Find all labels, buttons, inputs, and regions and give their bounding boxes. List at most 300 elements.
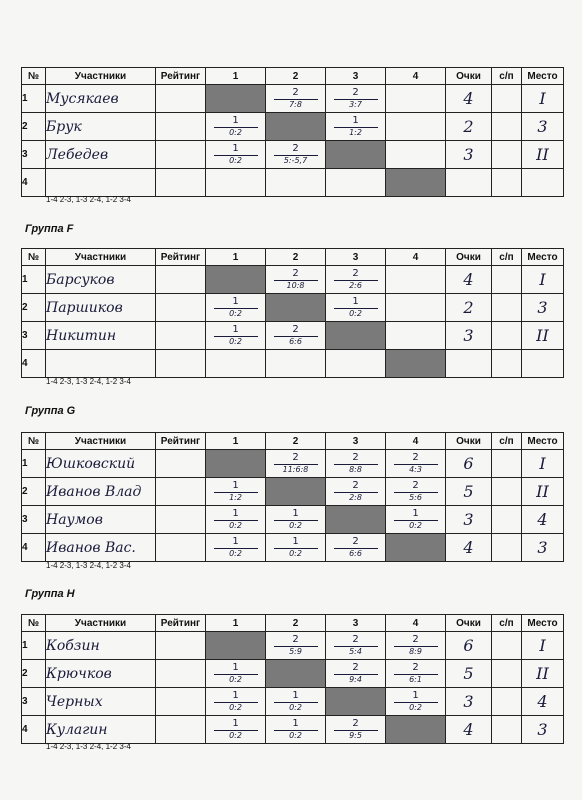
header-col-1: 1 bbox=[206, 433, 266, 450]
sp-cell bbox=[492, 141, 522, 169]
header-rating: Рейтинг bbox=[156, 615, 206, 632]
match-points: 2 bbox=[292, 452, 299, 463]
sp-cell bbox=[492, 632, 522, 660]
points-cell: 6 bbox=[446, 450, 492, 478]
table-row bbox=[22, 450, 564, 478]
match-result-cell bbox=[386, 85, 446, 113]
group-section-2 bbox=[21, 248, 563, 378]
points-cell: 5 bbox=[446, 660, 492, 688]
table-row bbox=[22, 266, 564, 294]
row-number: 1 bbox=[22, 85, 46, 113]
match-result-cell bbox=[386, 478, 446, 506]
header-col-3: 3 bbox=[326, 68, 386, 85]
match-set-score: 0:2 bbox=[229, 521, 242, 530]
participant-name: Кобзин bbox=[46, 632, 156, 660]
rating-cell bbox=[156, 660, 206, 688]
rating-cell bbox=[156, 506, 206, 534]
table-row bbox=[22, 716, 564, 744]
header-num: № bbox=[22, 249, 46, 266]
match-points: 2 bbox=[352, 662, 359, 673]
header-participants: Участники bbox=[46, 615, 156, 632]
match-points: 1 bbox=[412, 690, 419, 701]
match-result-cell bbox=[386, 266, 446, 294]
match-result-cell bbox=[206, 113, 266, 141]
match-score bbox=[206, 509, 265, 530]
row-number: 3 bbox=[22, 688, 46, 716]
match-score bbox=[386, 481, 445, 502]
match-score bbox=[266, 325, 325, 346]
self-match-cell bbox=[266, 294, 326, 322]
place-cell bbox=[522, 350, 564, 378]
match-set-score: 8:9 bbox=[409, 647, 422, 656]
match-set-score: 11:6:8 bbox=[282, 465, 309, 474]
rating-cell bbox=[156, 478, 206, 506]
match-result-cell bbox=[266, 350, 326, 378]
match-points: 2 bbox=[352, 87, 359, 98]
match-result-cell bbox=[266, 266, 326, 294]
points-cell: 3 bbox=[446, 322, 492, 350]
match-result-cell bbox=[206, 478, 266, 506]
match-points: 2 bbox=[292, 143, 299, 154]
match-result-cell bbox=[326, 266, 386, 294]
header-place: Место bbox=[522, 68, 564, 85]
self-match-cell bbox=[266, 478, 326, 506]
rating-cell bbox=[156, 534, 206, 562]
header-sp: с/п bbox=[492, 249, 522, 266]
header-col-2: 2 bbox=[266, 615, 326, 632]
self-match-cell bbox=[386, 350, 446, 378]
match-score bbox=[266, 509, 325, 530]
match-score bbox=[326, 635, 385, 656]
participant-name: Крючков bbox=[46, 660, 156, 688]
row-number: 2 bbox=[22, 294, 46, 322]
header-place: Место bbox=[522, 433, 564, 450]
header-row bbox=[22, 433, 564, 450]
place-cell: 3 bbox=[522, 294, 564, 322]
rating-cell bbox=[156, 716, 206, 744]
match-result-cell bbox=[266, 506, 326, 534]
match-set-score: 0:2 bbox=[349, 309, 362, 318]
match-score bbox=[326, 663, 385, 684]
header-col-3: 3 bbox=[326, 615, 386, 632]
self-match-cell bbox=[206, 266, 266, 294]
match-score bbox=[266, 691, 325, 712]
schedule-note-3: 1-4 2-3, 1-3 2-4, 1-2 3-4 bbox=[46, 561, 131, 570]
match-points: 1 bbox=[232, 115, 239, 126]
header-num: № bbox=[22, 68, 46, 85]
header-rating: Рейтинг bbox=[156, 68, 206, 85]
sp-cell bbox=[492, 169, 522, 197]
match-points: 2 bbox=[352, 536, 359, 547]
table-row bbox=[22, 294, 564, 322]
header-points: Очки bbox=[446, 68, 492, 85]
participant-name: Кулагин bbox=[46, 716, 156, 744]
match-score bbox=[206, 719, 265, 740]
match-set-score: 0:2 bbox=[229, 337, 242, 346]
self-match-cell bbox=[326, 141, 386, 169]
match-points: 1 bbox=[352, 296, 359, 307]
match-result-cell bbox=[266, 141, 326, 169]
schedule-note-4: 1-4 2-3, 1-3 2-4, 1-2 3-4 bbox=[46, 742, 131, 751]
match-result-cell bbox=[326, 85, 386, 113]
self-match-cell bbox=[386, 169, 446, 197]
match-result-cell bbox=[386, 113, 446, 141]
header-col-4: 4 bbox=[386, 615, 446, 632]
match-points: 1 bbox=[232, 480, 239, 491]
header-participants: Участники bbox=[46, 433, 156, 450]
match-set-score: 0:2 bbox=[409, 521, 422, 530]
header-col-1: 1 bbox=[206, 615, 266, 632]
match-result-cell bbox=[266, 534, 326, 562]
group-title-h: Группа H bbox=[25, 588, 75, 600]
match-result-cell bbox=[326, 534, 386, 562]
points-cell: 5 bbox=[446, 478, 492, 506]
match-result-cell bbox=[266, 688, 326, 716]
match-points: 1 bbox=[232, 718, 239, 729]
sp-cell bbox=[492, 294, 522, 322]
match-points: 2 bbox=[352, 718, 359, 729]
points-cell: 4 bbox=[446, 266, 492, 294]
match-set-score: 0:2 bbox=[229, 128, 242, 137]
match-score bbox=[266, 453, 325, 474]
row-number: 1 bbox=[22, 450, 46, 478]
match-points: 2 bbox=[412, 634, 419, 645]
match-result-cell bbox=[326, 294, 386, 322]
self-match-cell bbox=[206, 85, 266, 113]
place-cell bbox=[522, 169, 564, 197]
match-result-cell bbox=[266, 632, 326, 660]
table-row bbox=[22, 506, 564, 534]
table-row bbox=[22, 85, 564, 113]
match-score bbox=[326, 116, 385, 137]
table-row bbox=[22, 113, 564, 141]
place-cell: I bbox=[522, 266, 564, 294]
participant-name: Барсуков bbox=[46, 266, 156, 294]
participant-name bbox=[46, 350, 156, 378]
match-score bbox=[326, 481, 385, 502]
participant-name: Иванов Вас. bbox=[46, 534, 156, 562]
match-points: 2 bbox=[292, 268, 299, 279]
match-score bbox=[206, 144, 265, 165]
match-result-cell bbox=[206, 141, 266, 169]
self-match-cell bbox=[266, 660, 326, 688]
match-score bbox=[386, 663, 445, 684]
place-cell: II bbox=[522, 478, 564, 506]
points-cell bbox=[446, 169, 492, 197]
participant-name: Мусякаев bbox=[46, 85, 156, 113]
match-score bbox=[206, 691, 265, 712]
match-points: 2 bbox=[352, 452, 359, 463]
match-score bbox=[326, 269, 385, 290]
match-points: 2 bbox=[412, 662, 419, 673]
match-set-score: 0:2 bbox=[289, 521, 302, 530]
match-points: 1 bbox=[292, 508, 299, 519]
group-title-g: Группа G bbox=[25, 405, 76, 417]
header-col-4: 4 bbox=[386, 68, 446, 85]
rating-cell bbox=[156, 322, 206, 350]
group-section-3 bbox=[21, 432, 563, 562]
rating-cell bbox=[156, 113, 206, 141]
match-set-score: 3:7 bbox=[349, 100, 362, 109]
sp-cell bbox=[492, 688, 522, 716]
match-result-cell bbox=[326, 716, 386, 744]
header-sp: с/п bbox=[492, 615, 522, 632]
header-place: Место bbox=[522, 249, 564, 266]
group-section-4 bbox=[21, 614, 563, 744]
points-cell: 2 bbox=[446, 113, 492, 141]
match-result-cell bbox=[206, 534, 266, 562]
match-result-cell bbox=[386, 688, 446, 716]
match-set-score: 0:2 bbox=[229, 156, 242, 165]
schedule-note-2: 1-4 2-3, 1-3 2-4, 1-2 3-4 bbox=[46, 377, 131, 386]
match-points: 1 bbox=[232, 536, 239, 547]
participant-name: Паршиков bbox=[46, 294, 156, 322]
match-result-cell bbox=[386, 660, 446, 688]
place-cell: I bbox=[522, 450, 564, 478]
self-match-cell bbox=[326, 322, 386, 350]
match-result-cell bbox=[266, 450, 326, 478]
participant-name: Брук bbox=[46, 113, 156, 141]
sp-cell bbox=[492, 534, 522, 562]
table-row bbox=[22, 322, 564, 350]
table-row bbox=[22, 660, 564, 688]
match-set-score: 1:2 bbox=[349, 128, 362, 137]
place-cell: 3 bbox=[522, 534, 564, 562]
match-result-cell bbox=[326, 169, 386, 197]
header-col-2: 2 bbox=[266, 433, 326, 450]
row-number: 3 bbox=[22, 141, 46, 169]
row-number: 3 bbox=[22, 322, 46, 350]
points-cell: 4 bbox=[446, 85, 492, 113]
match-result-cell bbox=[386, 322, 446, 350]
header-row bbox=[22, 68, 564, 85]
match-score bbox=[386, 453, 445, 474]
match-result-cell bbox=[266, 716, 326, 744]
match-points: 2 bbox=[352, 268, 359, 279]
match-points: 1 bbox=[232, 143, 239, 154]
match-points: 1 bbox=[232, 296, 239, 307]
header-col-2: 2 bbox=[266, 68, 326, 85]
participant-name: Юшковский bbox=[46, 450, 156, 478]
sp-cell bbox=[492, 478, 522, 506]
match-points: 1 bbox=[232, 324, 239, 335]
match-set-score: 0:2 bbox=[229, 703, 242, 712]
rating-cell bbox=[156, 266, 206, 294]
header-row bbox=[22, 615, 564, 632]
rating-cell bbox=[156, 169, 206, 197]
place-cell: 3 bbox=[522, 716, 564, 744]
row-number: 2 bbox=[22, 478, 46, 506]
match-points: 2 bbox=[352, 480, 359, 491]
table-row bbox=[22, 169, 564, 197]
match-result-cell bbox=[326, 450, 386, 478]
match-result-cell bbox=[266, 85, 326, 113]
table-row bbox=[22, 141, 564, 169]
self-match-cell bbox=[386, 534, 446, 562]
header-col-4: 4 bbox=[386, 433, 446, 450]
match-set-score: 5:6 bbox=[409, 493, 422, 502]
match-set-score: 9:5 bbox=[349, 731, 362, 740]
rating-cell bbox=[156, 85, 206, 113]
match-result-cell bbox=[206, 660, 266, 688]
group-table-4 bbox=[21, 614, 564, 744]
match-result-cell bbox=[266, 322, 326, 350]
points-cell bbox=[446, 350, 492, 378]
sp-cell bbox=[492, 322, 522, 350]
match-set-score: 1:2 bbox=[229, 493, 242, 502]
rating-cell bbox=[156, 450, 206, 478]
match-points: 1 bbox=[292, 718, 299, 729]
header-points: Очки bbox=[446, 615, 492, 632]
sp-cell bbox=[492, 660, 522, 688]
table-row bbox=[22, 534, 564, 562]
place-cell: 4 bbox=[522, 688, 564, 716]
self-match-cell bbox=[206, 632, 266, 660]
match-set-score: 6:6 bbox=[289, 337, 302, 346]
match-score bbox=[266, 88, 325, 109]
points-cell: 3 bbox=[446, 141, 492, 169]
match-set-score: 5:-5,7 bbox=[283, 156, 308, 165]
match-points: 2 bbox=[412, 452, 419, 463]
match-result-cell bbox=[206, 322, 266, 350]
table-row bbox=[22, 632, 564, 660]
match-set-score: 6:1 bbox=[409, 675, 422, 684]
row-number: 4 bbox=[22, 169, 46, 197]
table-row bbox=[22, 688, 564, 716]
rating-cell bbox=[156, 350, 206, 378]
self-match-cell bbox=[326, 688, 386, 716]
rating-cell bbox=[156, 141, 206, 169]
row-number: 1 bbox=[22, 266, 46, 294]
sp-cell bbox=[492, 85, 522, 113]
match-points: 1 bbox=[292, 690, 299, 701]
place-cell: II bbox=[522, 141, 564, 169]
match-set-score: 8:8 bbox=[349, 465, 362, 474]
match-set-score: 0:2 bbox=[289, 703, 302, 712]
match-set-score: 2:8 bbox=[349, 493, 362, 502]
header-points: Очки bbox=[446, 433, 492, 450]
rating-cell bbox=[156, 688, 206, 716]
group-title-f: Группа F bbox=[25, 223, 74, 235]
points-cell: 4 bbox=[446, 716, 492, 744]
header-num: № bbox=[22, 433, 46, 450]
match-score bbox=[386, 509, 445, 530]
match-set-score: 0:2 bbox=[229, 549, 242, 558]
place-cell: I bbox=[522, 632, 564, 660]
header-sp: с/п bbox=[492, 433, 522, 450]
match-result-cell bbox=[326, 350, 386, 378]
match-score bbox=[206, 297, 265, 318]
header-num: № bbox=[22, 615, 46, 632]
header-participants: Участники bbox=[46, 68, 156, 85]
schedule-note-1: 1-4 2-3, 1-3 2-4, 1-2 3-4 bbox=[46, 195, 131, 204]
match-result-cell bbox=[206, 169, 266, 197]
match-result-cell bbox=[326, 660, 386, 688]
header-col-2: 2 bbox=[266, 249, 326, 266]
participant-name: Никитин bbox=[46, 322, 156, 350]
header-col-1: 1 bbox=[206, 249, 266, 266]
header-row bbox=[22, 249, 564, 266]
self-match-cell bbox=[266, 113, 326, 141]
place-cell: II bbox=[522, 660, 564, 688]
match-points: 1 bbox=[412, 508, 419, 519]
match-result-cell bbox=[386, 506, 446, 534]
points-cell: 2 bbox=[446, 294, 492, 322]
header-sp: с/п bbox=[492, 68, 522, 85]
row-number: 4 bbox=[22, 534, 46, 562]
group-table-3 bbox=[21, 432, 564, 562]
match-score bbox=[326, 719, 385, 740]
match-score bbox=[206, 116, 265, 137]
match-result-cell bbox=[206, 716, 266, 744]
match-result-cell bbox=[386, 141, 446, 169]
row-number: 4 bbox=[22, 716, 46, 744]
points-cell: 4 bbox=[446, 534, 492, 562]
match-set-score: 6:6 bbox=[349, 549, 362, 558]
match-result-cell bbox=[206, 506, 266, 534]
match-points: 1 bbox=[232, 508, 239, 519]
match-score bbox=[266, 144, 325, 165]
match-result-cell bbox=[326, 113, 386, 141]
header-col-1: 1 bbox=[206, 68, 266, 85]
group-section-1 bbox=[21, 67, 563, 197]
match-set-score: 10:8 bbox=[286, 281, 305, 290]
match-set-score: 0:2 bbox=[409, 703, 422, 712]
match-result-cell bbox=[206, 350, 266, 378]
match-score bbox=[206, 537, 265, 558]
match-points: 1 bbox=[232, 690, 239, 701]
match-result-cell bbox=[326, 632, 386, 660]
match-score bbox=[266, 537, 325, 558]
sp-cell bbox=[492, 266, 522, 294]
header-rating: Рейтинг bbox=[156, 433, 206, 450]
participant-name bbox=[46, 169, 156, 197]
group-table-1 bbox=[21, 67, 564, 197]
match-set-score: 5:4 bbox=[349, 647, 362, 656]
match-score bbox=[266, 269, 325, 290]
rating-cell bbox=[156, 294, 206, 322]
header-col-3: 3 bbox=[326, 433, 386, 450]
match-set-score: 7:8 bbox=[289, 100, 302, 109]
match-set-score: 2:6 bbox=[349, 281, 362, 290]
place-cell: 4 bbox=[522, 506, 564, 534]
participant-name: Иванов Влад bbox=[46, 478, 156, 506]
header-points: Очки bbox=[446, 249, 492, 266]
match-points: 2 bbox=[292, 324, 299, 335]
sp-cell bbox=[492, 506, 522, 534]
match-score bbox=[326, 453, 385, 474]
match-points: 2 bbox=[412, 480, 419, 491]
place-cell: I bbox=[522, 85, 564, 113]
row-number: 1 bbox=[22, 632, 46, 660]
rating-cell bbox=[156, 632, 206, 660]
match-result-cell bbox=[326, 478, 386, 506]
row-number: 3 bbox=[22, 506, 46, 534]
match-score bbox=[206, 663, 265, 684]
points-cell: 3 bbox=[446, 688, 492, 716]
match-score bbox=[266, 719, 325, 740]
sp-cell bbox=[492, 450, 522, 478]
points-cell: 6 bbox=[446, 632, 492, 660]
match-set-score: 0:2 bbox=[289, 731, 302, 740]
self-match-cell bbox=[386, 716, 446, 744]
match-score bbox=[326, 88, 385, 109]
row-number: 2 bbox=[22, 113, 46, 141]
match-set-score: 0:2 bbox=[229, 731, 242, 740]
self-match-cell bbox=[326, 506, 386, 534]
table-row bbox=[22, 350, 564, 378]
match-set-score: 9:4 bbox=[349, 675, 362, 684]
